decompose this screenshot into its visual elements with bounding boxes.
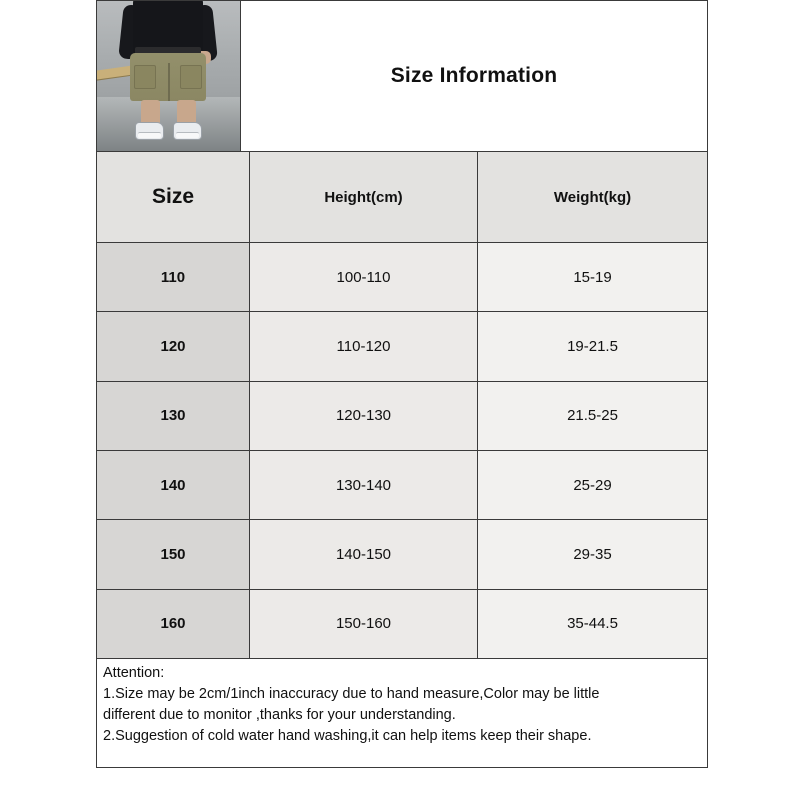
column-header-weight: Weight(kg) bbox=[478, 152, 707, 242]
title-cell bbox=[241, 1, 707, 151]
attention-note bbox=[97, 659, 707, 767]
table-row bbox=[97, 243, 707, 312]
cell-height: 110-120 bbox=[250, 312, 478, 380]
cell-weight: 25-29 bbox=[478, 451, 707, 519]
product-photo-cell bbox=[97, 1, 241, 151]
column-header-size: Size bbox=[97, 152, 250, 242]
photo-floor bbox=[97, 97, 240, 151]
cell-weight: 29-35 bbox=[478, 520, 707, 588]
cell-weight: 19-21.5 bbox=[478, 312, 707, 380]
table-row bbox=[97, 382, 707, 451]
attention-heading: Attention: bbox=[103, 665, 165, 681]
table-row bbox=[97, 451, 707, 520]
size-chart-sheet bbox=[96, 0, 708, 768]
product-photo-image bbox=[97, 1, 240, 151]
chart-header bbox=[97, 1, 707, 152]
photo-pocket-right bbox=[180, 65, 202, 89]
attention-line-1: 1.Size may be 2cm/1inch inaccuracy due to hand measure,Color may be little bbox=[103, 686, 600, 702]
cell-height: 120-130 bbox=[250, 382, 478, 450]
page-title: Size Information bbox=[390, 64, 558, 87]
cell-weight: 15-19 bbox=[478, 243, 707, 311]
cell-size: 160 bbox=[97, 590, 250, 658]
cell-height: 140-150 bbox=[250, 520, 478, 588]
table-header-row bbox=[97, 152, 707, 243]
photo-cargo-shorts bbox=[130, 53, 206, 101]
size-table bbox=[97, 152, 707, 659]
cell-height: 130-140 bbox=[250, 451, 478, 519]
photo-shoe-right bbox=[173, 122, 202, 140]
table-row bbox=[97, 312, 707, 381]
photo-shoe-left bbox=[135, 122, 164, 140]
column-header-height: Height(cm) bbox=[250, 152, 478, 242]
cell-height: 150-160 bbox=[250, 590, 478, 658]
photo-pocket-left bbox=[134, 65, 156, 89]
cell-size: 140 bbox=[97, 451, 250, 519]
cell-size: 150 bbox=[97, 520, 250, 588]
attention-line-2: different due to monitor ,thanks for your understanding. bbox=[103, 707, 456, 723]
cell-height: 100-110 bbox=[250, 243, 478, 311]
cell-size: 120 bbox=[97, 312, 250, 380]
cell-size: 130 bbox=[97, 382, 250, 450]
table-row bbox=[97, 590, 707, 659]
table-row bbox=[97, 520, 707, 589]
cell-weight: 35-44.5 bbox=[478, 590, 707, 658]
cell-size: 110 bbox=[97, 243, 250, 311]
attention-line-3: 2.Suggestion of cold water hand washing,it can help items keep their shape. bbox=[103, 728, 592, 744]
cell-weight: 21.5-25 bbox=[478, 382, 707, 450]
